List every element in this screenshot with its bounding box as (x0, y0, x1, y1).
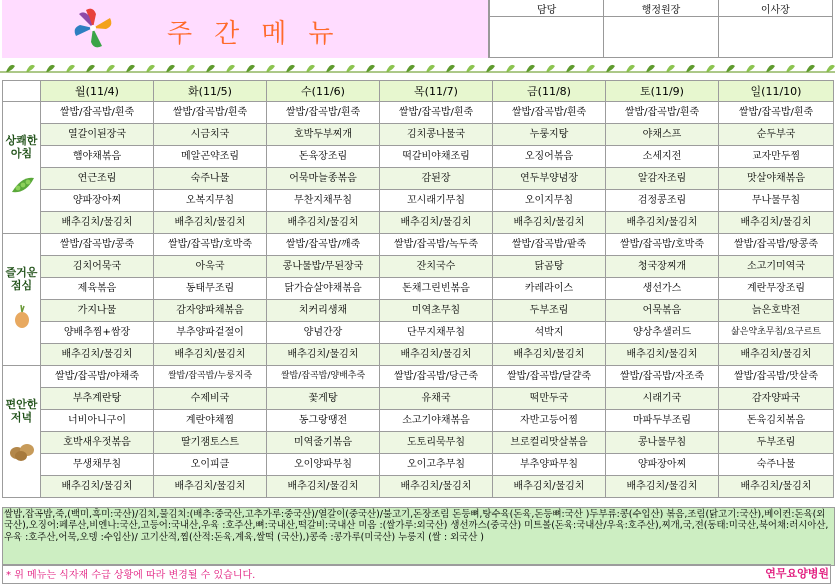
menu-cell: 배추김치/물김치 (493, 212, 606, 234)
leaf-icon (466, 65, 475, 72)
day-header: 화(11/5) (154, 81, 267, 102)
menu-cell: 가지나물 (41, 300, 154, 322)
menu-cell: 닭가슴살야채볶음 (267, 278, 380, 300)
menu-row (3, 102, 834, 124)
menu-cell: 생선가스 (606, 278, 719, 300)
menu-change-note-text: 위 메뉴는 식자재 수급 상황에 따라 변경될 수 있습니다. (14, 570, 256, 581)
menu-cell: 너비아니구이 (41, 410, 154, 432)
menu-cell: 배추김치/물김치 (380, 212, 493, 234)
menu-cell: 아욱국 (154, 256, 267, 278)
leaf-icon (686, 65, 695, 72)
menu-cell: 배추김치/물김치 (267, 212, 380, 234)
leaf-icon (666, 65, 675, 72)
menu-cell: 무생채무침 (41, 454, 154, 476)
hospital-name: 연무요양병원 (765, 567, 829, 580)
menu-cell: 양파장아찌 (41, 190, 154, 212)
menu-row (3, 300, 834, 322)
menu-cell: 야채스프 (606, 124, 719, 146)
menu-row (3, 432, 834, 454)
menu-cell: 도토리묵무침 (380, 432, 493, 454)
leaf-icon (366, 65, 375, 72)
sign-area (604, 17, 718, 58)
day-header: 월(11/4) (41, 81, 154, 102)
title-char: 뉴 (308, 19, 356, 49)
menu-cell: 배추김치/물김치 (719, 344, 834, 366)
menu-cell: 두부조림 (719, 432, 834, 454)
leaf-icon (526, 65, 535, 72)
menu-cell: 양배추찜+쌈장 (41, 322, 154, 344)
menu-cell: 카레라이스 (493, 278, 606, 300)
leaf-icon (426, 65, 435, 72)
menu-cell: 배추김치/물김치 (380, 344, 493, 366)
menu-cell: 양념간장 (267, 322, 380, 344)
menu-cell: 콩나물밥/무된장국 (267, 256, 380, 278)
day-header: 금(11/8) (493, 81, 606, 102)
menu-cell: 무찬지채무침 (267, 190, 380, 212)
leaf-icon (746, 65, 755, 72)
leaf-icon (386, 65, 395, 72)
menu-cell: 유채국 (380, 388, 493, 410)
menu-row (3, 146, 834, 168)
menu-cell: 어묵볶음 (606, 300, 719, 322)
menu-cell: 잔치국수 (380, 256, 493, 278)
menu-cell: 브로컬리맛살볶음 (493, 432, 606, 454)
origin-info-text: 쌀밥,잡곡밥,죽,(백미,흑미:국산)/김치,물김치:(배추:중국산,고추가루:중국산)/열갈이(중국산)/불고기,돈장조림 돈등뼈,탕수육(돈육,돈등뼈:국산 )두부류:콩(수입산) 볶음,조림(닭고기:국산),베이컨:돈육(외국산),오징어:페루산,비엔나:국산,고등어:국내산,우육 :호주산,뼈:국내산,떡갈비:국내산 미음 :(쌀가루:외국산) 생선까스(중국산) 미트볼(돈육:국내산/우육:호주산),찌개,국,전(동태:미국산,북어채:러시아산,우육 :호주산,어묵,오뎅 :수입산)/ 고기산적,찜(산적:돈육,계육,쌀떡 (국산),)콩죽 :콩가루(미국산) 누룽지 (쌀 : 외국산 ) (2, 507, 835, 566)
menu-cell: 치커리생채 (267, 300, 380, 322)
menu-cell: 호박새우젓볶음 (41, 432, 154, 454)
menu-cell: 마파두부조림 (606, 410, 719, 432)
menu-cell: 석박지 (493, 322, 606, 344)
page-title (167, 13, 356, 50)
menu-change-note (6, 566, 255, 581)
menu-table (2, 80, 834, 498)
sign-label-chairman: 이사장 (719, 0, 833, 17)
menu-cell: 쌀밥/잡곡밥/흰죽 (380, 102, 493, 124)
menu-cell: 꽃게탕 (267, 388, 380, 410)
leaf-icon (726, 65, 735, 72)
menu-cell: 청국장찌개 (606, 256, 719, 278)
leaf-icon (86, 65, 95, 72)
menu-cell: 햄야채볶음 (41, 146, 154, 168)
menu-cell: 김치어묵국 (41, 256, 154, 278)
menu-cell: 미역초무침 (380, 300, 493, 322)
day-header: 토(11/9) (606, 81, 719, 102)
leaf-icon (786, 65, 795, 72)
menu-cell: 숙주나물 (154, 168, 267, 190)
menu-cell: 배추김치/물김치 (267, 344, 380, 366)
peas-icon (8, 172, 36, 198)
menu-cell: 자반고등어찜 (493, 410, 606, 432)
menu-cell: 쌀밥/잡곡밥/흰죽 (719, 102, 834, 124)
leaf-icon (286, 65, 295, 72)
menu-cell: 교자만두찜 (719, 146, 834, 168)
leaf-icon (206, 65, 215, 72)
menu-row (3, 234, 834, 256)
menu-cell: 숙주나물 (719, 454, 834, 476)
leaf-icon (446, 65, 455, 72)
menu-cell: 수제비국 (154, 388, 267, 410)
menu-cell: 떡만두국 (493, 388, 606, 410)
day-header-row (3, 81, 834, 102)
menu-row (3, 344, 834, 366)
day-header: 수(11/6) (267, 81, 380, 102)
menu-cell: 쌀밥/잡곡밥/맛살죽 (719, 366, 834, 388)
menu-cell: 검정콩조림 (606, 190, 719, 212)
leaf-icon (566, 65, 575, 72)
leaf-icon (266, 65, 275, 72)
menu-cell: 닭곰탕 (493, 256, 606, 278)
menu-cell: 돈육장조림 (267, 146, 380, 168)
menu-cell: 쌀밥/잡곡밥/깨죽 (267, 234, 380, 256)
menu-cell: 늙은호박전 (719, 300, 834, 322)
menu-cell: 단무지채무침 (380, 322, 493, 344)
menu-cell: 배추김치/물김치 (267, 476, 380, 498)
menu-cell: 감자양파채볶음 (154, 300, 267, 322)
leaf-icon (346, 65, 355, 72)
menu-cell: 양파장아찌 (606, 454, 719, 476)
menu-cell: 양상추샐러드 (606, 322, 719, 344)
menu-cell: 동그랑땡전 (267, 410, 380, 432)
leaf-icon (6, 65, 15, 72)
meal-label-cell (3, 234, 41, 366)
meal-label: 상쾌한 아침 (5, 134, 38, 160)
menu-cell: 미역줄기볶음 (267, 432, 380, 454)
leaf-icon (306, 65, 315, 72)
menu-cell: 쌀밥/잡곡밥/땅콩죽 (719, 234, 834, 256)
menu-cell: 쌀밥/잡곡밥/흰죽 (41, 102, 154, 124)
corner-cell (3, 81, 41, 102)
leaf-icon (646, 65, 655, 72)
menu-cell: 제육볶음 (41, 278, 154, 300)
menu-row (3, 190, 834, 212)
approval-sign-box (489, 0, 833, 58)
menu-cell: 맛살야채볶음 (719, 168, 834, 190)
menu-cell: 두부조림 (493, 300, 606, 322)
menu-cell: 쌀밥/잡곡밥/야채죽 (41, 366, 154, 388)
leaf-icon (706, 65, 715, 72)
menu-cell: 배추김치/물김치 (154, 212, 267, 234)
menu-cell: 돈육김치볶음 (719, 410, 834, 432)
menu-cell: 계란야채찜 (154, 410, 267, 432)
menu-cell: 연근조림 (41, 168, 154, 190)
menu-cell: 돈채그린빈볶음 (380, 278, 493, 300)
menu-row (3, 322, 834, 344)
asterisk-icon: * (6, 570, 15, 581)
menu-cell: 딸기잼토스트 (154, 432, 267, 454)
menu-cell: 쌀밥/잡곡밥/흰죽 (267, 102, 380, 124)
menu-cell: 쌀밥/잡곡밥/콩죽 (41, 234, 154, 256)
menu-cell: 메알곤약조림 (154, 146, 267, 168)
title-box (2, 0, 489, 58)
title-char: 메 (261, 19, 309, 49)
leaf-icon (546, 65, 555, 72)
menu-cell: 배추김치/물김치 (154, 476, 267, 498)
leaf-icon (806, 65, 815, 72)
leaf-icon (226, 65, 235, 72)
leaf-icon (406, 65, 415, 72)
menu-cell: 시래기국 (606, 388, 719, 410)
sign-label-manager: 담당 (490, 0, 604, 17)
menu-cell: 오복지무침 (154, 190, 267, 212)
menu-cell: 배추김치/물김치 (493, 344, 606, 366)
menu-cell: 소세지전 (606, 146, 719, 168)
menu-cell: 오이양파무침 (267, 454, 380, 476)
menu-cell: 쌀밥/잡곡밥/호박죽 (154, 234, 267, 256)
menu-cell: 쌀밥/잡곡밥/팥죽 (493, 234, 606, 256)
leaf-icon (326, 65, 335, 72)
leaf-icon (66, 65, 75, 72)
menu-cell: 순두부국 (719, 124, 834, 146)
leaf-icon (606, 65, 615, 72)
menu-cell: 알감자조림 (606, 168, 719, 190)
menu-cell: 배추김치/물김치 (493, 476, 606, 498)
leaf-icon (486, 65, 495, 72)
menu-row (3, 366, 834, 388)
leaf-icon (46, 65, 55, 72)
leaf-icon (626, 65, 635, 72)
menu-cell: 꼬시래기무침 (380, 190, 493, 212)
meal-label: 즐거운 점심 (5, 266, 38, 292)
menu-cell: 열갈이된장국 (41, 124, 154, 146)
menu-row (3, 454, 834, 476)
menu-cell: 배추김치/물김치 (154, 344, 267, 366)
menu-cell: 배추김치/물김치 (606, 476, 719, 498)
menu-cell: 감자양파국 (719, 388, 834, 410)
menu-cell: 무나물무침 (719, 190, 834, 212)
menu-cell: 떡갈비야채조림 (380, 146, 493, 168)
menu-cell: 배추김치/물김치 (41, 476, 154, 498)
menu-cell: 어묵마늘종볶음 (267, 168, 380, 190)
potato-icon (8, 436, 36, 462)
menu-cell: 쌀밥/잡곡밥/녹두죽 (380, 234, 493, 256)
menu-cell: 부추계란탕 (41, 388, 154, 410)
menu-cell: 누룽지탕 (493, 124, 606, 146)
menu-row (3, 256, 834, 278)
sign-label-admin-director: 행정원장 (604, 0, 718, 17)
leaf-icon (586, 65, 595, 72)
menu-cell: 동태무조림 (154, 278, 267, 300)
day-header: 일(11/10) (719, 81, 834, 102)
menu-cell: 배추김치/물김치 (606, 344, 719, 366)
hospital-logo-icon (66, 4, 120, 52)
vine-decoration (0, 58, 835, 80)
menu-cell: 감된장 (380, 168, 493, 190)
menu-cell: 배추김치/물김치 (380, 476, 493, 498)
menu-cell: 쌀밥/잡곡밥/흰죽 (493, 102, 606, 124)
menu-row (3, 278, 834, 300)
leaf-icon (166, 65, 175, 72)
leaf-icon (146, 65, 155, 72)
menu-cell: 배추김치/물김치 (41, 212, 154, 234)
meal-label-cell (3, 102, 41, 234)
menu-cell: 연두부양념장 (493, 168, 606, 190)
menu-cell: 삶은약초무침/요구르트 (719, 322, 834, 344)
menu-cell: 쌀밥/잡곡밥/흰죽 (606, 102, 719, 124)
leaf-icon (246, 65, 255, 72)
leaf-icon (26, 65, 35, 72)
menu-cell: 부추양파무침 (493, 454, 606, 476)
leaf-icon (106, 65, 115, 72)
menu-row (3, 212, 834, 234)
menu-cell: 쌀밥/잡곡밥/당근죽 (380, 366, 493, 388)
menu-row (3, 124, 834, 146)
menu-cell: 오이지무침 (493, 190, 606, 212)
menu-cell: 쌀밥/잡곡밥/누룽지죽 (154, 366, 267, 388)
title-char: 주 (167, 19, 215, 49)
menu-cell: 콩나물무침 (606, 432, 719, 454)
menu-cell: 쌀밥/잡곡밥/양배추죽 (267, 366, 380, 388)
menu-cell: 오징어볶음 (493, 146, 606, 168)
title-char: 간 (214, 19, 262, 49)
menu-cell: 배추김치/물김치 (41, 344, 154, 366)
menu-cell: 쌀밥/잡곡밥/달걀죽 (493, 366, 606, 388)
menu-cell: 쌀밥/잡곡밥/호박죽 (606, 234, 719, 256)
menu-cell: 소고기야채볶음 (380, 410, 493, 432)
menu-row (3, 476, 834, 498)
day-header: 목(11/7) (380, 81, 493, 102)
menu-cell: 쌀밥/잡곡밥/자조죽 (606, 366, 719, 388)
menu-cell: 배추김치/물김치 (719, 476, 834, 498)
meal-label: 편안한 저녁 (5, 398, 38, 424)
leaf-icon (506, 65, 515, 72)
leaf-icon (766, 65, 775, 72)
menu-cell: 계란무장조림 (719, 278, 834, 300)
leaf-icon (186, 65, 195, 72)
menu-cell: 오이고추무침 (380, 454, 493, 476)
onion-icon (8, 304, 36, 330)
menu-cell: 시금치국 (154, 124, 267, 146)
menu-row (3, 410, 834, 432)
menu-cell: 소고기미역국 (719, 256, 834, 278)
menu-cell: 김치콩나물국 (380, 124, 493, 146)
sign-area (490, 17, 604, 58)
header (2, 0, 833, 58)
meal-label-cell (3, 366, 41, 498)
menu-cell: 쌀밥/잡곡밥/흰죽 (154, 102, 267, 124)
menu-cell: 오이피클 (154, 454, 267, 476)
menu-row (3, 168, 834, 190)
leaf-icon (826, 65, 835, 72)
menu-cell: 부추양파겉절이 (154, 322, 267, 344)
menu-row (3, 388, 834, 410)
leaf-icon (126, 65, 135, 72)
menu-cell: 배추김치/물김치 (719, 212, 834, 234)
menu-cell: 호박두부찌개 (267, 124, 380, 146)
menu-cell: 배추김치/물김치 (606, 212, 719, 234)
sign-area (719, 17, 833, 58)
